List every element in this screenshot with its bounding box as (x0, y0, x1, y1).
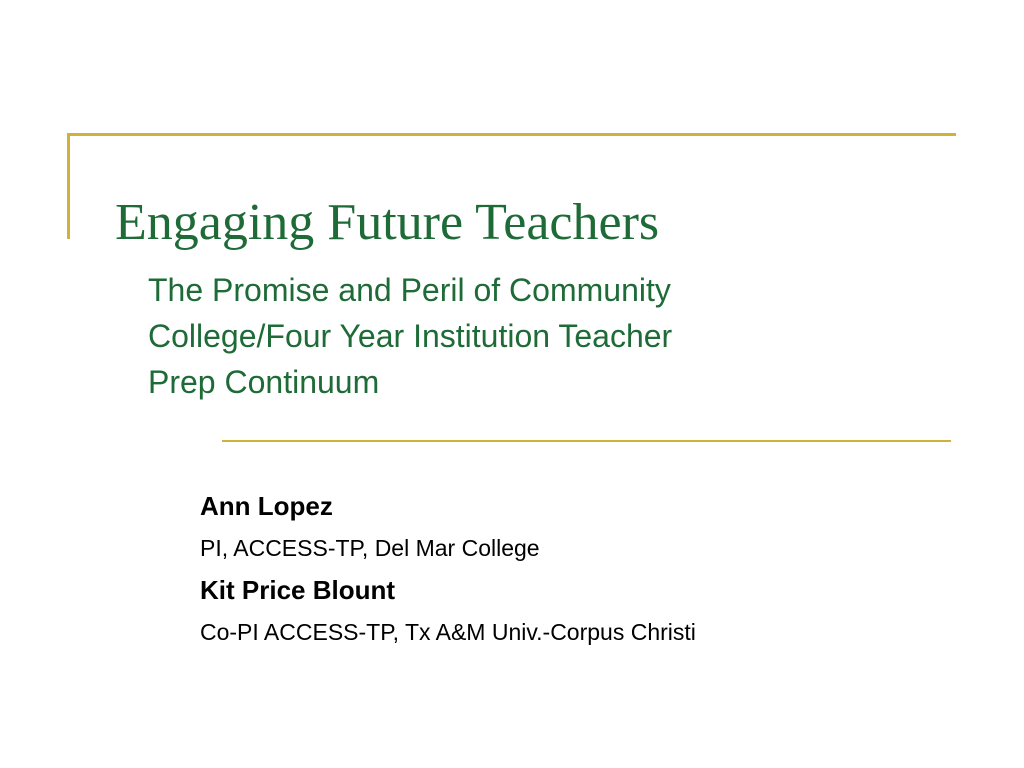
top-horizontal-rule (67, 133, 956, 136)
slide-title: Engaging Future Teachers (115, 194, 660, 251)
subtitle-line: Prep Continuum (148, 364, 380, 400)
subtitle-line: The Promise and Peril of Community (148, 272, 671, 308)
presenter-list (200, 484, 980, 652)
presenter-name-kit-price-blount: Kit Price Blount (200, 575, 396, 605)
bottom-horizontal-rule (222, 440, 951, 442)
presenter-role-ann-lopez: PI, ACCESS-TP, Del Mar College (200, 535, 540, 561)
subtitle-line: College/Four Year Institution Teacher (148, 318, 673, 354)
presenter-name-ann-lopez: Ann Lopez (200, 491, 333, 521)
top-vertical-rule (67, 133, 70, 239)
slide-subtitle (148, 267, 848, 405)
presenter-role-kit-price-blount: Co-PI ACCESS-TP, Tx A&M Univ.-Corpus Christi (200, 619, 696, 645)
